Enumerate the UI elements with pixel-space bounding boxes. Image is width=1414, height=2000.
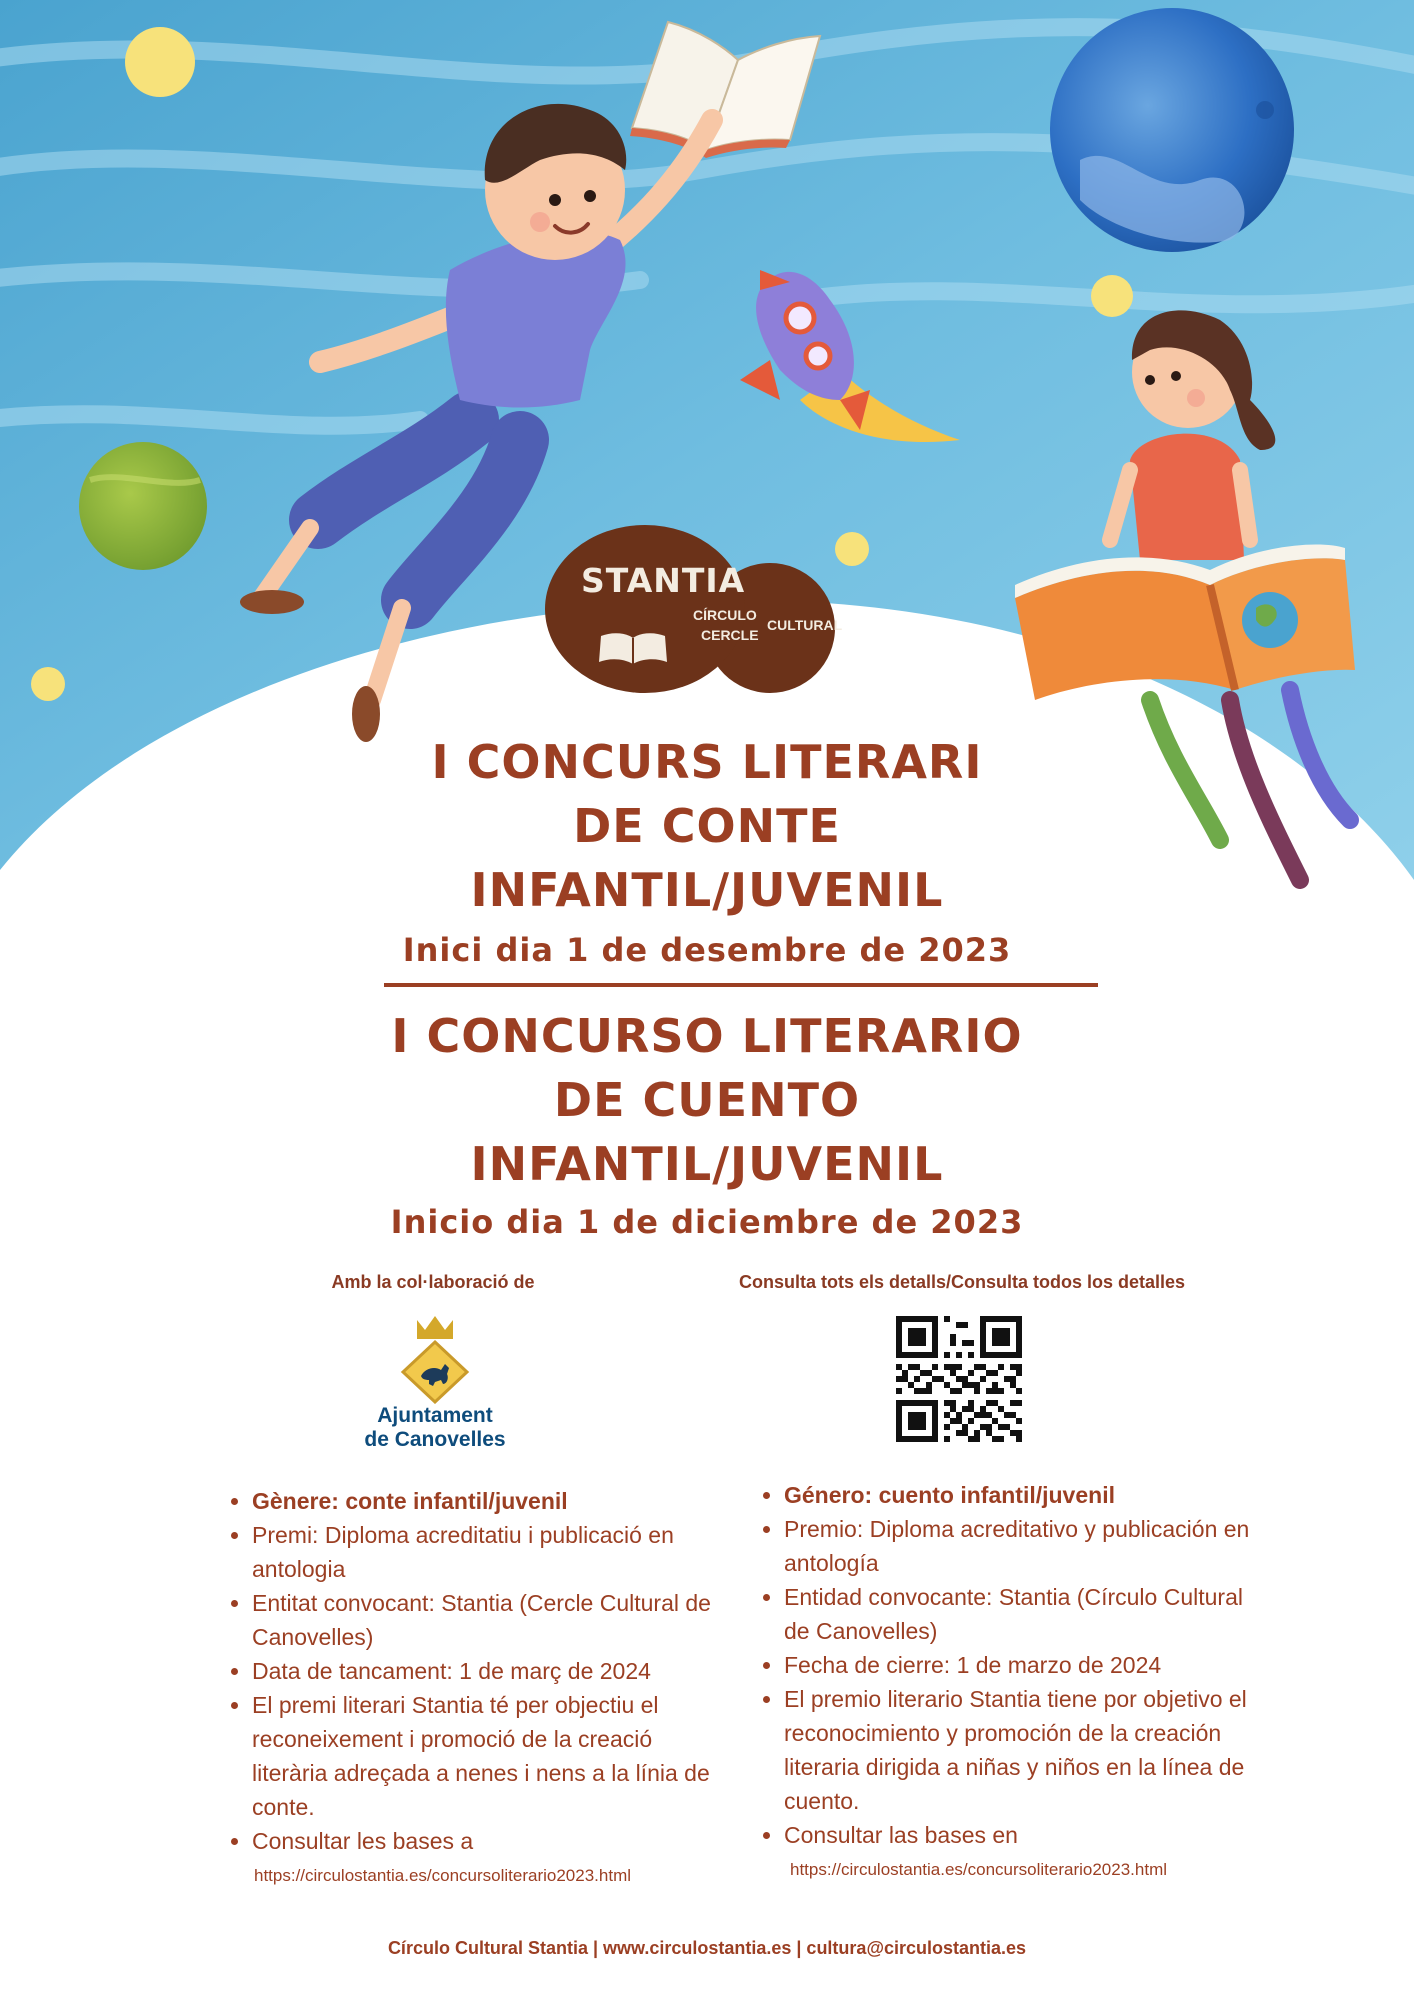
logo-line-cercle: CERCLE — [701, 627, 759, 643]
spanish-title-line-3: INFANTIL/JUVENIL — [470, 1137, 944, 1191]
list-item — [252, 1518, 722, 1586]
list-item — [784, 1478, 1254, 1512]
planet-icon — [1050, 8, 1294, 252]
catalan-start-date: Inici dia 1 de desembre de 2023 — [402, 931, 1012, 969]
list-item — [252, 1586, 722, 1654]
spanish-bases-link[interactable]: https://circulostantia.es/concursoliterario2023.html — [790, 1860, 1168, 1879]
logo-name: STANTIA — [581, 561, 746, 600]
spanish-start-date: Inicio dia 1 de diciembre de 2023 — [390, 1203, 1024, 1241]
footer-contact: Círculo Cultural Stantia | www.circulostantia.es | cultura@circulostantia.es — [387, 1938, 1027, 1958]
logo-line-circulo: CÍRCULO — [693, 607, 757, 623]
spanish-title-line-1: I CONCURSO LITERARIO — [391, 1009, 1023, 1063]
qr-code[interactable] — [896, 1316, 1022, 1442]
spanish-info-list — [754, 1478, 1254, 1852]
prize-text: Premio: Diploma acreditativo y publicación en antología — [784, 1516, 1250, 1576]
planet-icon — [79, 442, 207, 570]
list-item — [252, 1654, 722, 1688]
ajuntament-name-line-1: Ajuntament — [377, 1404, 493, 1427]
catalan-title-line-2: DE CONTE — [573, 799, 841, 853]
title-divider — [384, 983, 1098, 987]
catalan-info-list — [222, 1484, 722, 1858]
list-item — [784, 1580, 1254, 1648]
entity-text: Entitat convocant: Stantia (Cercle Cultural de Canovelles) — [252, 1590, 711, 1650]
ajuntament-name-line-2: de Canovelles — [364, 1428, 506, 1451]
prize-text: Premi: Diploma acreditatiu i publicació en antologia — [252, 1522, 674, 1582]
closing-date-text: Data de tancament: 1 de març de 2024 — [252, 1658, 651, 1684]
catalan-title-line-1: I CONCURS LITERARI — [431, 735, 983, 789]
list-item — [252, 1484, 722, 1518]
genre-text: Género: cuento infantil/juvenil — [784, 1482, 1115, 1508]
sun-dot-icon — [31, 667, 65, 701]
list-item — [252, 1824, 722, 1858]
sun-dot-icon — [1091, 275, 1133, 317]
bases-text: Consultar las bases en — [784, 1822, 1018, 1848]
catalan-title-line-3: INFANTIL/JUVENIL — [470, 863, 944, 917]
list-item — [784, 1818, 1254, 1852]
catalan-bases-link[interactable]: https://circulostantia.es/concursoliterario2023.html — [254, 1866, 632, 1885]
collaboration-heading: Amb la col·laboració de — [331, 1272, 535, 1292]
genre-text: Gènere: conte infantil/juvenil — [252, 1488, 568, 1514]
stantia-logo — [545, 525, 875, 693]
book-icon — [597, 630, 669, 668]
goal-text: El premio literario Stantia tiene por objetivo el reconocimiento y promoción de la creación literaria dirigida a niñas y niños en la línea de cuento. — [784, 1686, 1247, 1814]
spanish-details — [754, 1478, 1254, 1888]
sun-dot-icon — [125, 27, 195, 97]
logo-line-cultural: CULTURAL — [767, 617, 843, 633]
spanish-title-line-2: DE CUENTO — [553, 1073, 861, 1127]
catalan-details — [222, 1484, 722, 1894]
ajuntament-crest-icon — [395, 1312, 475, 1404]
entity-text: Entidad convocante: Stantia (Círculo Cultural de Canovelles) — [784, 1584, 1243, 1644]
details-heading: Consulta tots els detalls/Consulta todos los detalles — [738, 1272, 1186, 1292]
list-item — [784, 1648, 1254, 1682]
list-item — [252, 1688, 722, 1824]
goal-text: El premi literari Stantia té per objectiu el reconeixement i promoció de la creació literària adreçada a nenes i nens a la línia de conte. — [252, 1692, 710, 1820]
bases-text: Consultar les bases a — [252, 1828, 474, 1854]
list-item — [784, 1512, 1254, 1580]
list-item — [784, 1682, 1254, 1818]
closing-date-text: Fecha de cierre: 1 de marzo de 2024 — [784, 1652, 1162, 1678]
